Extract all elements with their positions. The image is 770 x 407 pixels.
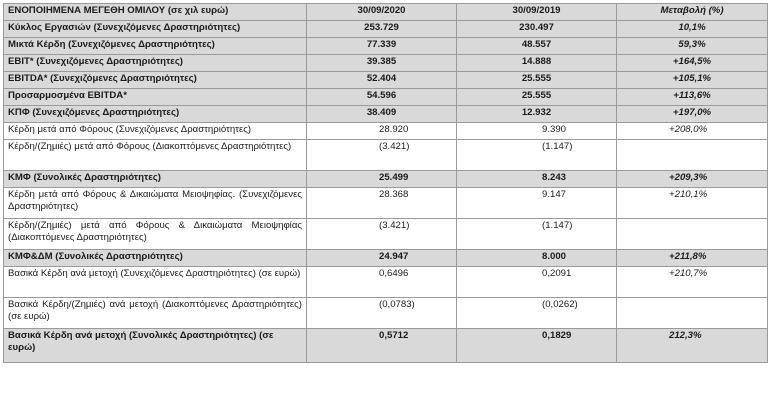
row-value-2020: 54.596: [307, 89, 457, 106]
row-label: Κέρδη/(Ζημιές) μετά από Φόρους & Δικαιώματα Μειοψηφίας (Διακοπτόμενες Δραστηριότητες): [4, 219, 307, 250]
table-row: [4, 123, 768, 140]
header-col-2020: 30/09/2020: [307, 4, 457, 21]
row-value-2019: (0,0262): [457, 298, 617, 329]
row-change: [617, 219, 768, 250]
row-value-2019: 8.000: [457, 250, 617, 267]
row-label: Μικτά Κέρδη (Συνεχιζόμενες Δραστηριότητες): [4, 38, 307, 55]
row-value-2020: 28.368: [307, 188, 457, 219]
row-label: Κέρδη μετά από Φόρους & Δικαιώματα Μειοψηφίας. (Συνεχιζόμενες Δραστηριότητες): [4, 188, 307, 219]
row-change: +105,1%: [617, 72, 768, 89]
row-change: [617, 140, 768, 171]
row-value-2019: 12.932: [457, 106, 617, 123]
header-col-change: Μεταβολή (%): [617, 4, 768, 21]
row-change: +208,0%: [617, 123, 768, 140]
row-value-2020: 0,5712: [307, 329, 457, 363]
row-change: +113,6%: [617, 89, 768, 106]
row-label: Κέρδη/(Ζημιές) μετά από Φόρους (Διακοπτόμενες Δραστηριότητες): [4, 140, 307, 171]
header-col-2019: 30/09/2019: [457, 4, 617, 21]
row-label: Βασικά Κέρδη ανά μετοχή (Συνεχιζόμενες Δραστηριότητες) (σε ευρώ): [4, 267, 307, 298]
row-change: +164,5%: [617, 55, 768, 72]
table-row: [4, 72, 768, 89]
table-row: [4, 89, 768, 106]
row-value-2020: (3.421): [307, 219, 457, 250]
row-value-2020: 77.339: [307, 38, 457, 55]
row-value-2020: 28.920: [307, 123, 457, 140]
row-label: Βασικά Κέρδη ανά μετοχή (Συνολικές Δραστηριότητες) (σε ευρώ): [4, 329, 307, 363]
row-value-2020: 52.404: [307, 72, 457, 89]
row-change: +209,3%: [617, 171, 768, 188]
row-value-2019: 0,2091: [457, 267, 617, 298]
table-header-row: [4, 4, 768, 21]
table-row: [4, 267, 768, 298]
row-value-2020: (3.421): [307, 140, 457, 171]
row-change: +197,0%: [617, 106, 768, 123]
table-row: [4, 171, 768, 188]
row-value-2019: (1.147): [457, 140, 617, 171]
row-value-2019: 25.555: [457, 89, 617, 106]
row-label: ΚΜΦ (Συνολικές Δραστηριότητες): [4, 171, 307, 188]
row-value-2019: 14.888: [457, 55, 617, 72]
row-label: Κέρδη μετά από Φόρους (Συνεχιζόμενες Δραστηριότητες): [4, 123, 307, 140]
row-change: +210,7%: [617, 267, 768, 298]
row-label: EBIT* (Συνεχιζόμενες Δραστηριότητες): [4, 55, 307, 72]
row-value-2019: 48.557: [457, 38, 617, 55]
row-value-2020: 38.409: [307, 106, 457, 123]
row-label: Κύκλος Εργασιών (Συνεχιζόμενες Δραστηριότητες): [4, 21, 307, 38]
table-row: [4, 140, 768, 171]
row-change: +210,1%: [617, 188, 768, 219]
table-row: [4, 38, 768, 55]
table-row: [4, 106, 768, 123]
row-change: 212,3%: [617, 329, 768, 363]
row-value-2020: 25.499: [307, 171, 457, 188]
row-value-2020: 39.385: [307, 55, 457, 72]
row-value-2020: 24.947: [307, 250, 457, 267]
table-row: [4, 219, 768, 250]
table-row: [4, 55, 768, 72]
row-label: ΚΠΦ (Συνεχιζόμενες Δραστηριότητες): [4, 106, 307, 123]
row-change: 10,1%: [617, 21, 768, 38]
table-row: [4, 188, 768, 219]
row-value-2020: 0,6496: [307, 267, 457, 298]
table-row: [4, 21, 768, 38]
table-row: [4, 250, 768, 267]
row-label: Προσαρμοσμένα EBITDA*: [4, 89, 307, 106]
table-row: [4, 298, 768, 329]
financial-results-table: [3, 3, 768, 363]
row-value-2019: 230.497: [457, 21, 617, 38]
row-value-2019: (1.147): [457, 219, 617, 250]
row-value-2019: 8.243: [457, 171, 617, 188]
row-label: EBITDA* (Συνεχιζόμενες Δραστηριότητες): [4, 72, 307, 89]
row-change: [617, 298, 768, 329]
row-value-2020: 253.729: [307, 21, 457, 38]
row-value-2020: (0,0783): [307, 298, 457, 329]
row-label: Βασικά Κέρδη/(Ζημιές) ανά μετοχή (Διακοπτόμενες Δραστηριότητες) (σε ευρώ): [4, 298, 307, 329]
row-value-2019: 9.390: [457, 123, 617, 140]
row-change: +211,8%: [617, 250, 768, 267]
header-label: ΕΝΟΠΟΙΗΜΕΝΑ ΜΕΓΕΘΗ ΟΜΙΛΟΥ (σε χιλ ευρώ): [4, 4, 307, 21]
row-label: ΚΜΦ&ΔΜ (Συνολικές Δραστηριότητες): [4, 250, 307, 267]
row-value-2019: 25.555: [457, 72, 617, 89]
row-value-2019: 9.147: [457, 188, 617, 219]
row-value-2019: 0,1829: [457, 329, 617, 363]
table-row: [4, 329, 768, 363]
row-change: 59,3%: [617, 38, 768, 55]
